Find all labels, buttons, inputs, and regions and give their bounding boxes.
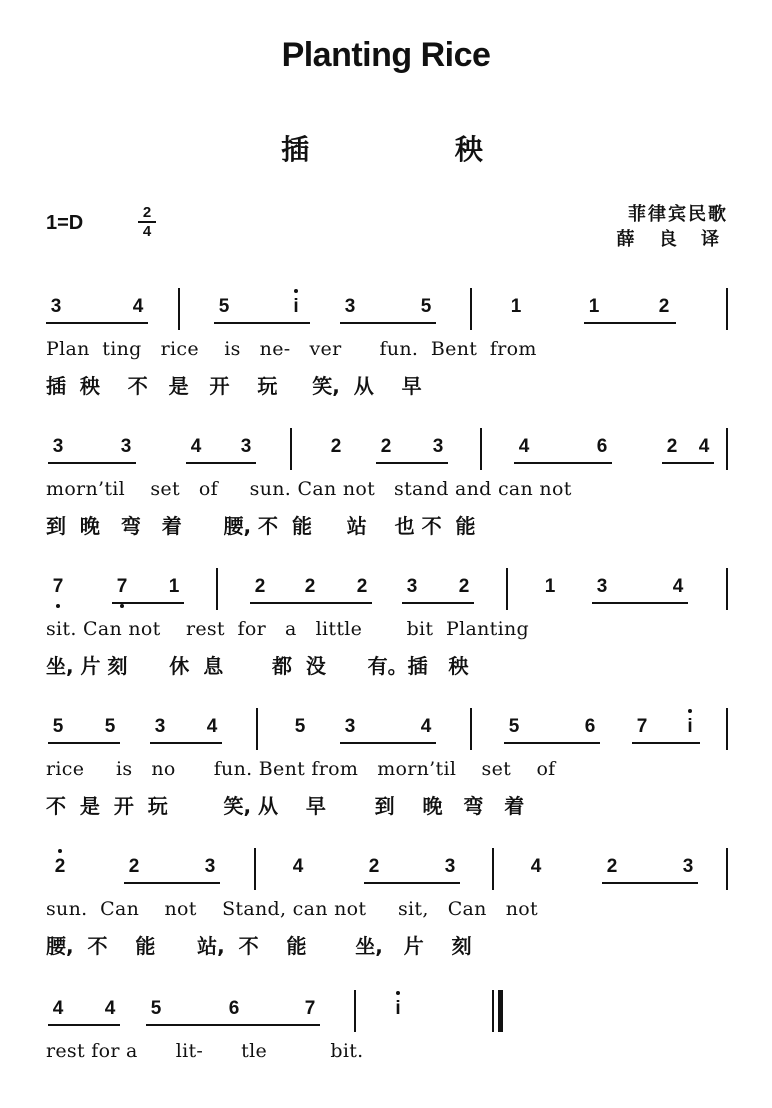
translator-credit: 薛 良 译 — [616, 229, 728, 250]
time-signature-top: 2 — [142, 204, 152, 221]
barline — [726, 288, 728, 330]
origin-credit: 菲律宾民歌 — [628, 204, 728, 225]
score-system-4 — [46, 706, 736, 826]
notes-row — [46, 296, 736, 330]
note: 5 — [294, 716, 306, 737]
beam — [48, 1024, 120, 1026]
beam — [514, 462, 612, 464]
note: 2 — [666, 436, 678, 457]
note: 2 — [658, 296, 670, 317]
note: 4 — [530, 856, 542, 877]
note: 2 — [128, 856, 140, 877]
notes-row — [46, 576, 736, 610]
song-title: Planting Rice — [281, 36, 491, 74]
octave-dot-high — [396, 991, 400, 995]
octave-dot-low — [120, 604, 124, 608]
lyrics-chinese: 不 是 开 玩 笑, 从 早 到 晚 弯 着 — [46, 794, 525, 818]
note: 3 — [204, 856, 216, 877]
notes-row — [46, 436, 736, 470]
beam — [632, 742, 700, 744]
notes-row — [46, 856, 736, 890]
beam — [402, 602, 474, 604]
note: 1 — [510, 296, 522, 317]
note: 3 — [344, 296, 356, 317]
note: 3 — [120, 436, 132, 457]
lyrics-english: morn’til set of sun. Can not stand and can not — [46, 478, 572, 500]
notes-row — [46, 716, 736, 750]
beam — [584, 322, 676, 324]
note: 6 — [228, 998, 240, 1019]
note: 3 — [444, 856, 456, 877]
barline — [470, 708, 472, 750]
song-subtitle-chinese: 插 秧 — [281, 133, 531, 166]
note: 5 — [420, 296, 432, 317]
beam — [46, 322, 148, 324]
note: 4 — [190, 436, 202, 457]
note: 6 — [596, 436, 608, 457]
note: 2 — [368, 856, 380, 877]
octave-dot-high — [58, 849, 62, 853]
note: 3 — [52, 436, 64, 457]
beam — [340, 742, 436, 744]
note: i — [286, 296, 306, 318]
note: 3 — [682, 856, 694, 877]
barline — [254, 848, 256, 890]
barline — [726, 848, 728, 890]
key-signature: 1=D — [46, 212, 84, 234]
note: 2 — [458, 576, 470, 597]
final-barline-thin — [492, 990, 494, 1032]
beam — [146, 1024, 320, 1026]
barline — [726, 708, 728, 750]
note: 3 — [432, 436, 444, 457]
note: 3 — [240, 436, 252, 457]
note: 7 — [112, 576, 132, 598]
beam — [662, 462, 714, 464]
note: 5 — [508, 716, 520, 737]
note: 2 — [254, 576, 266, 597]
note: 4 — [104, 998, 116, 1019]
note: 3 — [406, 576, 418, 597]
note: 3 — [50, 296, 62, 317]
note: 5 — [52, 716, 64, 737]
beam — [504, 742, 600, 744]
octave-dot-high — [294, 289, 298, 293]
note: 2 — [50, 856, 70, 878]
beam — [112, 602, 184, 604]
barline — [480, 428, 482, 470]
score-system-6 — [46, 988, 736, 1108]
note: i — [388, 998, 408, 1020]
beam — [340, 322, 436, 324]
barline — [470, 288, 472, 330]
final-barline-thick — [498, 990, 503, 1032]
beam — [48, 742, 120, 744]
note: 4 — [672, 576, 684, 597]
note: 1 — [544, 576, 556, 597]
note: 7 — [48, 576, 68, 598]
notes-row — [46, 998, 736, 1032]
lyrics-chinese: 坐, 片 刻 休 息 都 没 有。插 秧 — [46, 654, 469, 678]
note: 2 — [356, 576, 368, 597]
note: 7 — [304, 998, 316, 1019]
note: 4 — [132, 296, 144, 317]
barline — [178, 288, 180, 330]
note: 4 — [518, 436, 530, 457]
barline — [492, 848, 494, 890]
note: 2 — [304, 576, 316, 597]
time-signature — [138, 205, 156, 239]
lyrics-english: Plan ting rice is ne- ver fun. Bent from — [46, 338, 537, 360]
beam — [124, 882, 220, 884]
lyrics-chinese: 到 晚 弯 着 腰, 不 能 站 也 不 能 — [46, 514, 476, 538]
note: 4 — [206, 716, 218, 737]
note: 3 — [596, 576, 608, 597]
note: 4 — [52, 998, 64, 1019]
note: 2 — [380, 436, 392, 457]
octave-dot-low — [56, 604, 60, 608]
note: 4 — [292, 856, 304, 877]
lyrics-english: sun. Can not Stand, can not sit, Can not — [46, 898, 538, 920]
lyrics-english: sit. Can not rest for a little bit Planting — [46, 618, 529, 640]
score-system-1 — [46, 286, 736, 406]
beam — [376, 462, 448, 464]
note: 5 — [104, 716, 116, 737]
beam — [48, 462, 136, 464]
beam — [602, 882, 698, 884]
note: 4 — [420, 716, 432, 737]
beam — [150, 742, 222, 744]
barline — [726, 428, 728, 470]
lyrics-chinese: 插 秧 不 是 开 玩 笑, 从 早 — [46, 374, 422, 398]
note: 4 — [698, 436, 710, 457]
note: 1 — [168, 576, 180, 597]
lyrics-chinese: 腰, 不 能 站, 不 能 坐, 片 刻 — [46, 934, 472, 958]
barline — [216, 568, 218, 610]
barline — [290, 428, 292, 470]
note: 1 — [588, 296, 600, 317]
note: 5 — [150, 998, 162, 1019]
barline — [506, 568, 508, 610]
note: 5 — [218, 296, 230, 317]
score-system-3 — [46, 566, 736, 686]
beam — [364, 882, 460, 884]
note: i — [680, 716, 700, 738]
barline — [726, 568, 728, 610]
lyrics-english: rice is no fun. Bent from morn’til set of — [46, 758, 556, 780]
score-system-5 — [46, 846, 736, 966]
note: 3 — [154, 716, 166, 737]
barline — [354, 990, 356, 1032]
beam — [214, 322, 310, 324]
time-signature-bottom: 4 — [142, 223, 152, 240]
note: 2 — [330, 436, 342, 457]
score-system-2 — [46, 426, 736, 546]
beam — [250, 602, 372, 604]
note: 3 — [344, 716, 356, 737]
note: 7 — [636, 716, 648, 737]
note: 6 — [584, 716, 596, 737]
lyrics-english: rest for a lit- tle bit. — [46, 1040, 364, 1062]
octave-dot-high — [688, 709, 692, 713]
barline — [256, 708, 258, 750]
beam — [592, 602, 688, 604]
note: 2 — [606, 856, 618, 877]
beam — [186, 462, 256, 464]
